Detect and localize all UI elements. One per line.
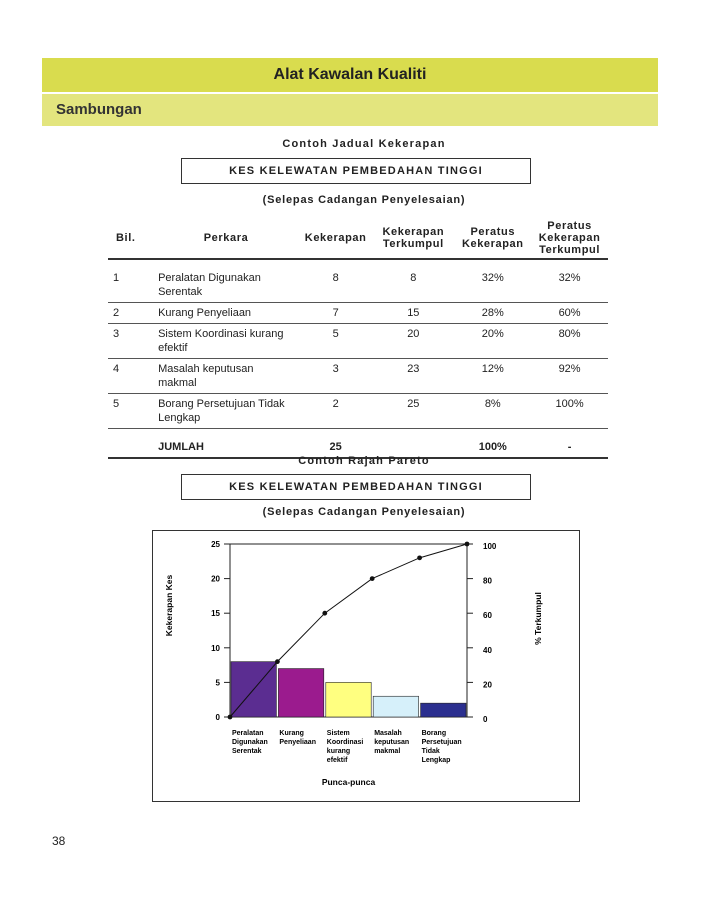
bar [373,696,418,717]
cell-kekerapan: 2 [299,394,372,429]
cell-perkara: Masalah keputusan makmal [153,359,299,394]
x-tick-label: Lengkap [421,757,451,764]
cell-perkara: Peralatan Digunakan Serentak [153,268,299,303]
col-peratus-terkumpul: Peratus Kekerapan Terkumpul [531,218,608,259]
chart-subtitle: (Selepas Cadangan Penyelesaian) [262,506,466,518]
cell-kekerapan: 7 [299,303,372,324]
cell-peratus: 8% [454,394,531,429]
x-tick-label: Digunakan [232,739,268,746]
table-box-title: KES KELEWATAN PEMBEDAHAN TINGGI [181,158,531,184]
y-tick-label: 10 [211,643,220,653]
x-tick-label: Masalah [374,730,402,737]
table-header-row [108,218,608,259]
x-tick-label: Koordinasi [326,739,364,746]
x-tick-label: Persetujuan [421,739,462,746]
x-tick-label: Borang [421,730,447,737]
cell-peratus-terkumpul: 92% [531,359,608,394]
x-tick-label: Serentak [232,748,262,755]
total-kekerapan: 25 [299,437,372,458]
table-row [108,324,608,359]
x-axis-label: Punca-punca [321,777,376,787]
cell-terkumpul: 20 [372,324,454,359]
cell-peratus-terkumpul: 80% [531,324,608,359]
y-tick-label: 20 [211,574,220,584]
cell-bil: 3 [108,324,153,359]
y2-tick-label: 0 [483,715,488,724]
table-row [108,394,608,429]
pareto-chart [153,531,579,801]
cell-perkara: Sistem Koordinasi kurang efektif [153,324,299,359]
cell-peratus: 20% [454,324,531,359]
total-label: JUMLAH [153,437,299,458]
chart-box-title: KES KELEWATAN PEMBEDAHAN TINGGI [181,474,531,500]
cell-terkumpul: 23 [372,359,454,394]
bar [326,682,371,717]
section-label: Sambungan [56,101,142,118]
y2-tick-label: 100 [483,542,497,551]
col-bil: Bil. [108,218,153,259]
col-perkara: Perkara [153,218,299,259]
y2-tick-label: 40 [483,645,492,655]
cell-bil: 4 [108,359,153,394]
y2-tick-label: 20 [483,680,492,690]
y2-axis-label: % Terkumpul [533,592,543,645]
x-tick-label: Tidak [421,748,440,755]
col-kekerapan: Kekerapan [299,218,372,259]
y-tick-label: 5 [215,678,220,688]
cell-peratus-terkumpul: 32% [531,268,608,303]
cell-kekerapan: 5 [299,324,372,359]
x-tick-label: keputusan [374,739,410,746]
col-peratus-kekerapan: Peratus Kekerapan [454,218,531,259]
cumulative-point [275,659,280,664]
x-tick-label: kurang [326,748,351,755]
cell-peratus: 32% [454,268,531,303]
x-tick-label: makmal [374,748,401,755]
pareto-chart-frame [152,530,580,802]
table-row [108,303,608,324]
cell-kekerapan: 3 [299,359,372,394]
y-tick-label: 0 [215,713,220,722]
cell-bil: 5 [108,394,153,429]
cumulative-point [228,715,233,720]
table-row [108,359,608,394]
cell-perkara: Kurang Penyeliaan [153,303,299,324]
cell-peratus-terkumpul: 100% [531,394,608,429]
chart-caption: Contoh Rajah Pareto [298,455,430,467]
cell-kekerapan: 8 [299,268,372,303]
total-peratus: 100% [454,437,531,458]
cumulative-point [322,611,327,616]
x-tick-label: Peralatan [232,730,264,737]
x-tick-label: Kurang [279,730,304,737]
bar [278,669,323,717]
cumulative-point [465,542,470,547]
y-axis-label: Kekerapan Kes [164,574,174,637]
x-tick-label: Penyeliaan [279,739,316,746]
y-tick-label: 15 [211,609,220,619]
cell-peratus: 28% [454,303,531,324]
y2-tick-label: 80 [483,576,492,586]
bar [421,703,466,717]
cell-perkara: Borang Persetujuan Tidak Lengkap [153,394,299,429]
cumulative-point [417,555,422,560]
section-band [42,94,658,126]
x-tick-label: Sistem [326,730,350,737]
cell-terkumpul: 8 [372,268,454,303]
cell-terkumpul: 15 [372,303,454,324]
y-tick-label: 25 [211,540,220,549]
cell-bil: 1 [108,268,153,303]
frequency-table [108,218,608,459]
title-band [42,58,658,92]
table-row [108,268,608,303]
col-kekerapan-terkumpul: Kekerapan Terkumpul [372,218,454,259]
cell-terkumpul: 25 [372,394,454,429]
table-subtitle: (Selepas Cadangan Penyelesaian) [262,194,466,206]
page-number: 38 [52,834,66,848]
cell-peratus: 12% [454,359,531,394]
cumulative-point [370,576,375,581]
y2-tick-label: 60 [483,611,492,621]
cell-bil: 2 [108,303,153,324]
total-peratus-terkumpul: - [531,437,608,458]
x-tick-label: efektif [326,757,348,764]
page-title: Alat Kawalan Kualiti [273,66,427,83]
cell-peratus-terkumpul: 60% [531,303,608,324]
table-caption: Contoh Jadual Kekerapan [282,138,446,150]
